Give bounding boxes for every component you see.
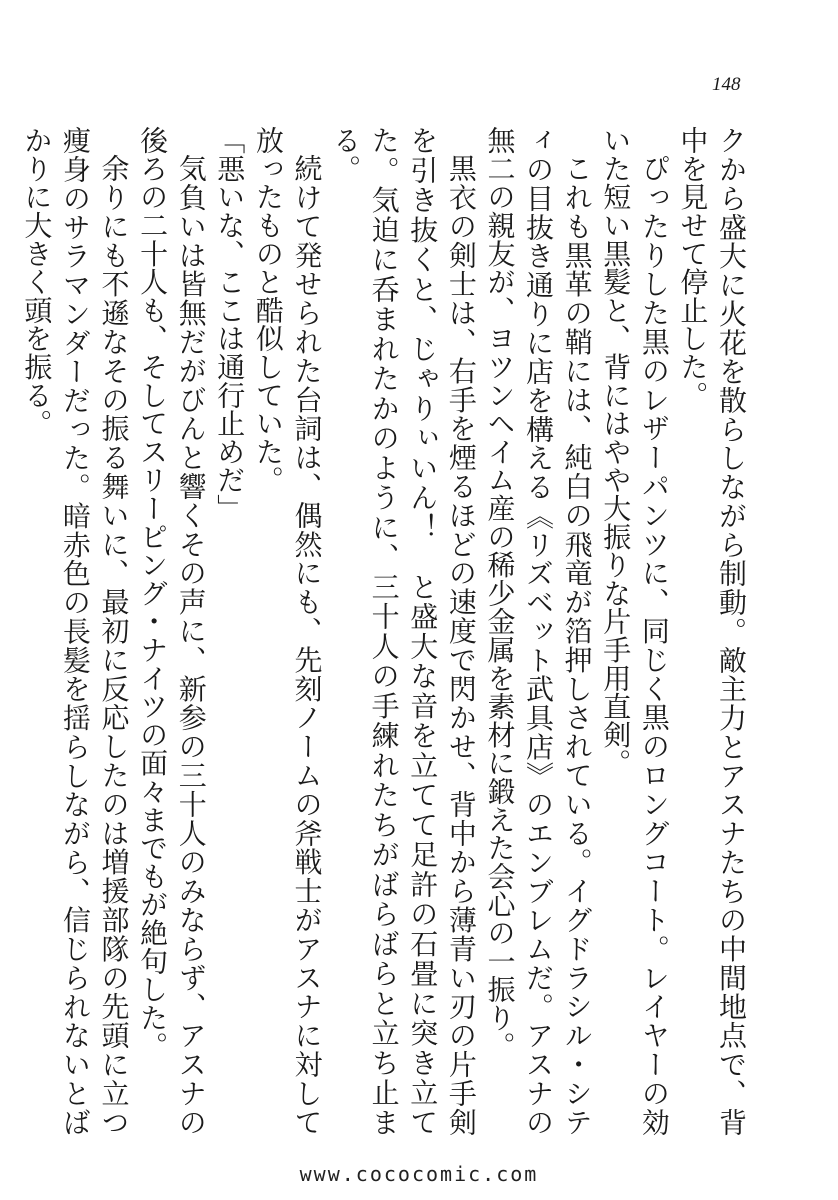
watermark-url: www.cococomic.com — [299, 1162, 539, 1186]
paragraph: 余りにも不遜なその振る舞いに、最初に反応したのは増援部隊の先頭に立つ痩身のサラマンダーだった。暗赤色の長髪を揺らしながら、信じられないとばかりに大きく頭を振る。 — [20, 126, 131, 1136]
dialogue-line: 「悪いな、ここは通行止めだ」 — [213, 126, 247, 523]
paragraph: 続けて発せられた台詞は、偶然にも、先刻ノームの斧戦士がアスナに対して放ったものと酷似していた。 — [251, 126, 324, 1136]
paragraph: 黒衣の剣士は、右手を煙るほどの速度で閃かせ、背中から薄青い刃の片手剣を引き抜くと、じゃりぃいん！ と盛大な音を立てて足許の石畳に突き立てた。気迫に呑まれたかのように、三十人の手練れたちがばらばらと立ち止まる。 — [329, 126, 478, 1136]
paragraph: これも黒革の鞘には、純白の飛竜が箔押しされている。イグドラシル・シティの目抜き通りに店を構える《リズベット武具店》のエンブレムだ。アスナの無二の親友が、ヨツンヘイム産の稀少金属を素材に鍛えた会心の一振り。 — [483, 126, 594, 1136]
page-number: 148 — [712, 74, 741, 95]
paragraph: 気負いは皆無だがびんと響くその声に、新参の三十人のみならず、アスナの後ろの二十人も、そしてスリーピング・ナイツの面々までもが絶句した。 — [136, 126, 208, 1136]
vertical-text-body — [20, 126, 750, 1136]
paragraph: クから盛大に火花を散らしながら制動。敵主力とアスナたちの中間地点で、背中を見せて停止した。 — [676, 126, 748, 1136]
paragraph: ぴったりした黒のレザーパンツに、同じく黒のロングコート。レイヤーの効いた短い黒髪と、背にはやや大振りな片手用直剣。 — [599, 126, 671, 1136]
